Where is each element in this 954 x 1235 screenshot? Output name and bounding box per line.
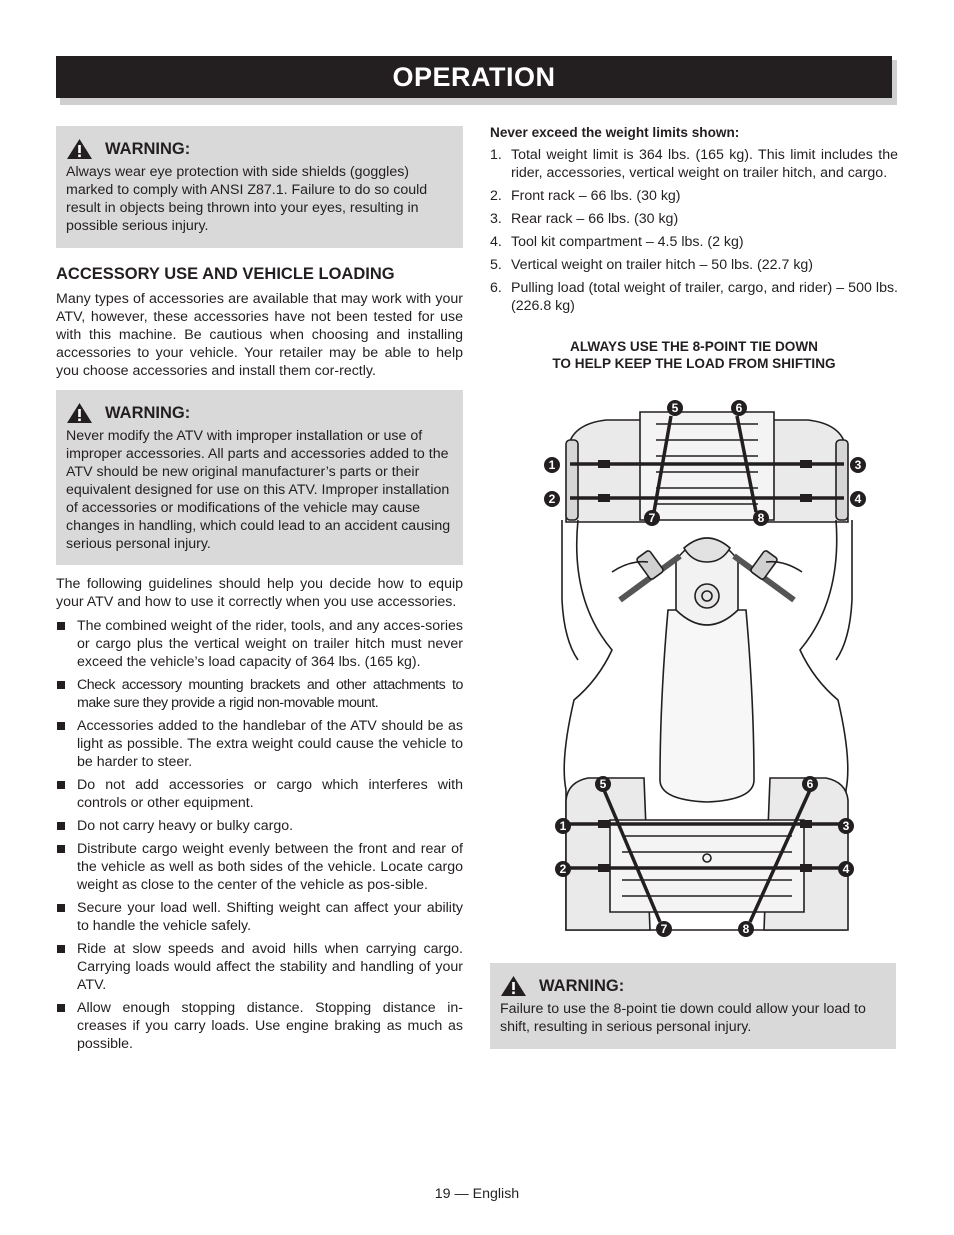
callout-label: 5 [599,777,607,791]
callout-1-rear [555,818,571,834]
list-item: Allow enough stopping distance. Stopping distance in-creases if you carry loads. Use engine braking as much as possible. [56,999,463,1053]
callout-label: 7 [660,922,668,936]
callout-label: 8 [742,922,750,936]
warning-title-text: WARNING: [105,139,191,158]
list-item [490,279,898,315]
caption-line-2: TO HELP KEEP THE LOAD FROM SHIFTING [552,356,836,371]
list-item: The combined weight of the rider, tools, and any acces-sories or cargo plus the vertical weight on trailer hitch must never exceed the vehicle’s load capacity of 364 lbs. (165 kg). [56,617,463,671]
left-column [56,126,463,1058]
item-number: 3. [490,211,502,227]
item-number: 5. [490,257,502,273]
callout-label: 3 [854,458,862,472]
list-item: Accessories added to the handlebar of the ATV should be as light as possible. The extra weight could cause the vehicle to be harder to steer. [56,717,463,771]
callout-5-rear [595,776,611,792]
page-title: OPERATION [56,56,892,98]
callout-4-front [850,491,866,507]
right-column [490,124,898,372]
item-number: 6. [490,280,502,296]
callout-3-front [850,457,866,473]
list-item [490,210,898,228]
item-text: Vertical weight on trailer hitch – 50 lbs. (22.7 kg) [511,257,814,273]
warning-body: Never modify the ATV with improper installation or use of improper accessories. All parts and accessories added to the ATV should be new original manufacturer’s parts or their equivalent designed for use on this ATV. Improper installation of accessories or modifications of the vehicle may cause changes in handling, which could lead to an accident causing serious personal injury. [66,428,451,552]
list-item [490,256,898,274]
callout-label: 2 [559,862,567,876]
callout-3-rear [838,818,854,834]
item-text: Total weight limit is 364 lbs. (165 kg). This limit includes the rider, accessories, vertical weight on trailer hitch, and cargo. [511,147,898,181]
section-heading: ACCESSORY USE AND VEHICLE LOADING [56,265,395,283]
caption-line-1: ALWAYS USE THE 8-POINT TIE DOWN [570,339,818,354]
callout-label: 2 [548,492,556,506]
callout-label: 4 [842,862,850,876]
callout-6-rear [802,776,818,792]
warning-box-tie-down [490,963,896,1049]
callout-8-front [753,510,769,526]
item-number: 1. [490,147,502,163]
callout-1-front [544,457,560,473]
guidelines-intro: The following guidelines should help you decide how to equip your ATV and how to use it correctly when you use accessories. [56,576,463,610]
list-item: Check accessory mounting brackets and other attachments to make sure they provide a rigid non-movable mount. [56,676,463,712]
list-item: Ride at slow speeds and avoid hills when carrying cargo. Carrying loads would affect the stability and handling of your ATV. [56,940,463,994]
callout-7-front [644,510,660,526]
callout-6-front [731,400,747,416]
list-item: Distribute cargo weight evenly between the front and rear of the vehicle as well as both sides of the vehicle. Locate cargo weight as close to the center of the vehicle as pos-sible. [56,840,463,894]
item-text: Pulling load (total weight of trailer, cargo, and rider) – 500 lbs. (226.8 kg) [511,280,898,314]
warning-heading [66,138,453,160]
atv-tie-down-illustration [536,396,876,944]
callout-2-front [544,491,560,507]
list-item [490,233,898,251]
list-item: Secure your load well. Shifting weight can affect your ability to handle the vehicle safely. [56,899,463,935]
callout-label: 3 [842,819,850,833]
callout-2-rear [555,861,571,877]
figure-caption [490,338,898,372]
callout-label: 4 [854,492,862,506]
warning-triangle-icon [500,975,527,997]
warning-triangle-icon [66,138,93,160]
intro-paragraph: Many types of accessories are available that may work with your ATV, however, these accessories have not been tested for use with this machine. Be cautious when choosing and installing accessories to your vehicle. Your retailer may be able to help you choose accessories and install them cor-rectly. [56,291,463,379]
callout-5-front [667,400,683,416]
callout-label: 7 [648,511,656,525]
item-text: Tool kit compartment – 4.5 lbs. (2 kg) [511,234,744,250]
warning-heading [500,975,886,997]
callout-8-rear [738,921,754,937]
item-text: Front rack – 66 lbs. (30 kg) [511,188,681,204]
warning-title-text: WARNING: [105,403,191,422]
list-item: Do not carry heavy or bulky cargo. [56,817,463,835]
item-number: 4. [490,234,502,250]
item-number: 2. [490,188,502,204]
callout-label: 5 [671,401,679,415]
item-text: Rear rack – 66 lbs. (30 kg) [511,211,679,227]
guidelines-list [56,617,463,1053]
list-item: Do not add accessories or cargo which interferes with controls or other equipment. [56,776,463,812]
callout-4-rear [838,861,854,877]
list-item [490,146,898,182]
page-footer: 19 — English [434,1186,520,1202]
weight-limits-heading: Never exceed the weight limits shown: [490,125,740,140]
warning-heading [66,402,453,424]
callout-label: 1 [559,819,567,833]
warning-triangle-icon [66,402,93,424]
warning-box-modification [56,390,463,565]
weight-limits-list [490,146,898,315]
callout-7-rear [656,921,672,937]
warning-box-eye-protection [56,126,463,248]
callout-label: 6 [735,401,743,415]
list-item [490,187,898,205]
callout-label: 6 [806,777,814,791]
callout-label: 8 [757,511,765,525]
warning-title-text: WARNING: [539,976,625,995]
callout-label: 1 [548,458,556,472]
warning-body: Always wear eye protection with side shields (goggles) marked to comply with ANSI Z87.1. Failure to do so could result in objects being thrown into your eyes, resulting in possible serious injury. [66,164,428,234]
warning-body: Failure to use the 8-point tie down could allow your load to shift, resulting in serious personal injury. [500,1001,866,1035]
